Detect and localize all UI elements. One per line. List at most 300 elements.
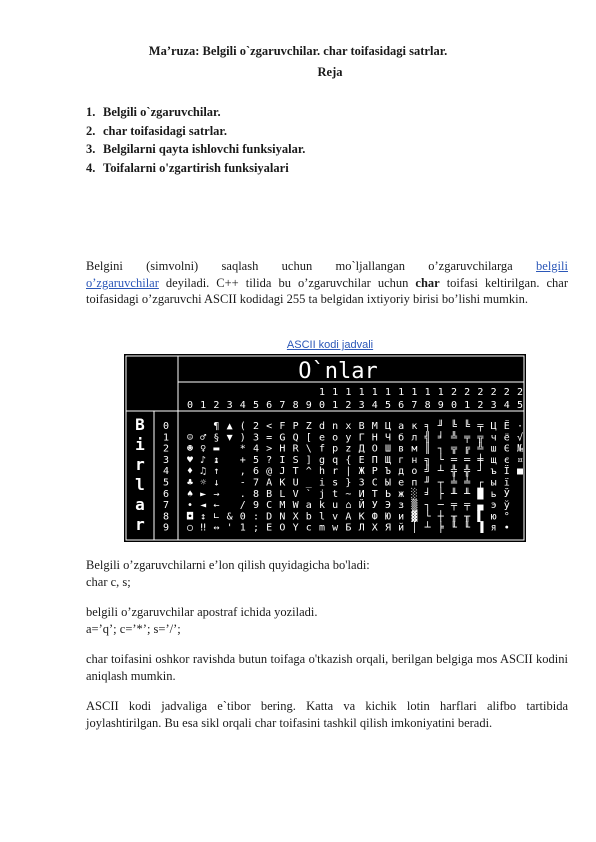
ascii-cell: ` (305, 488, 312, 500)
ascii-cell: б (398, 432, 405, 444)
column-header-tens: 2 (503, 387, 510, 398)
plan-item-number: 2. (86, 123, 96, 138)
ascii-cell: ╩ (477, 443, 484, 455)
ascii-cell: ☺ (186, 432, 194, 444)
ascii-cell: √ (516, 432, 524, 444)
row-label: 3 (162, 454, 170, 466)
column-header-units: 5 (252, 400, 260, 411)
side-label-letter: B (135, 415, 145, 434)
ascii-cell: k (318, 500, 326, 512)
assignment-text: belgili o’zgaruvchilar apostraf ichida yoziladi. (86, 605, 318, 619)
ascii-cell: г (398, 454, 405, 466)
ascii-cell: W (292, 500, 299, 512)
ascii-cell: ? (266, 454, 273, 466)
ascii-note-paragraph: ASCII kodi jadvaliga e`tibor bering. Katta va kichik lotin harflari alifbo tartibida joylashtirilgan. Bu esa sikl orqali char toifasini tashkil qilish imkoniyatini beradi. (86, 699, 568, 730)
ascii-cell: ч (490, 432, 497, 444)
ascii-cell: 3 (252, 432, 260, 444)
column-header-tens: 2 (450, 387, 458, 398)
column-header-units: 4 (239, 400, 246, 411)
ascii-cell: o (332, 432, 339, 444)
ascii-cell: § (213, 432, 220, 444)
column-header-units: 2 (213, 400, 220, 411)
ascii-cell: ← (213, 500, 220, 512)
plan-item (86, 103, 305, 122)
ascii-cell: л (411, 432, 418, 444)
ascii-cell: ♀ (200, 443, 207, 455)
ascii-cell: l (318, 511, 326, 523)
ascii-cell: ь (490, 488, 497, 500)
ascii-cell: m (318, 522, 326, 534)
row-label: 1 (162, 432, 170, 444)
ascii-cell: w (332, 522, 339, 534)
ascii-table-graphic (124, 354, 526, 542)
plan-item-text: Belgili o`zgaruvchilar. (103, 105, 221, 119)
ascii-cell: ╝ (424, 466, 431, 478)
ascii-cell: ∙ (503, 522, 510, 534)
ascii-cell: Y (292, 522, 299, 534)
ascii-cell: ▓ (411, 511, 418, 523)
ascii-cell: N (279, 511, 286, 523)
ascii-cell: э (490, 500, 497, 512)
ascii-cell: щ (490, 454, 497, 466)
ascii-cell: У (371, 500, 378, 512)
column-header-units: 3 (490, 400, 497, 411)
ascii-cell: п (411, 477, 418, 489)
ascii-cell: к (411, 421, 418, 432)
column-header-tens: 2 (477, 387, 484, 398)
column-header-tens: 2 (490, 387, 497, 398)
ascii-cell: Ь (384, 488, 392, 500)
char-keyword: char (415, 275, 440, 290)
ascii-cell: g (318, 454, 326, 466)
column-header-units: 5 (516, 400, 524, 411)
ascii-cell: ' (226, 522, 233, 534)
ascii-cell: 9 (252, 500, 260, 512)
ascii-cell: Ё (503, 421, 510, 432)
ascii-cell: ☻ (186, 443, 194, 455)
ascii-cell: ⌂ (345, 500, 352, 512)
ascii-cell: C (266, 500, 273, 512)
ascii-cell: c (305, 522, 312, 534)
ascii-cell: j (318, 488, 326, 500)
ascii-cell: и (398, 511, 405, 523)
ascii-cell: ♦ (186, 466, 194, 478)
column-header-units: 7 (411, 400, 418, 411)
ascii-cell: Л (358, 522, 365, 534)
ascii-cell: Е (358, 454, 365, 466)
ascii-cell: Х (371, 522, 378, 534)
column-header-tens: 1 (318, 387, 326, 398)
ascii-cell: ◘ (186, 511, 194, 523)
ascii-cell: ╬ (450, 466, 458, 478)
ascii-cell: ▬ (213, 443, 220, 455)
ascii-cell: s (332, 477, 339, 489)
ascii-cell: ╧ (464, 477, 471, 489)
ascii-cell: F (279, 421, 286, 432)
ascii-cell: → (213, 488, 220, 500)
declaration-text: Belgili o’zgaruvchilarni e’lon qilish quyidagicha bo'ladi: (86, 558, 370, 572)
ascii-cell: ъ (490, 466, 497, 478)
ascii-cell: ┘ (477, 466, 484, 478)
ascii-cell: в (398, 443, 405, 455)
ascii-cell: Ї (503, 466, 510, 478)
ascii-cell: n (332, 421, 339, 432)
ascii-cell: ╤ (464, 432, 471, 444)
ascii-cell: 8 (252, 488, 260, 500)
ascii-cell: Ш (384, 443, 392, 455)
column-header-tens: 2 (464, 387, 471, 398)
ascii-cell: ♥ (186, 454, 194, 466)
ascii-cell: ♪ (200, 454, 207, 466)
ascii-cell: ∟ (213, 511, 220, 523)
ascii-cell: ↓ (213, 477, 220, 489)
row-label: 2 (162, 443, 170, 455)
column-header-tens: 1 (358, 387, 365, 398)
ascii-cell: █ (477, 488, 484, 500)
plan-item-number: 1. (86, 105, 96, 119)
ascii-cell: Ц (490, 421, 497, 432)
ascii-cell: 2 (252, 421, 260, 432)
ascii-cell: ═ (464, 454, 471, 466)
ascii-cell: G (279, 432, 286, 444)
ascii-cell: T (292, 466, 299, 478)
ascii-cell: н (411, 454, 418, 466)
plan-item-text: Toifalarni o'zgartirish funksiyalari (103, 160, 289, 175)
ascii-cell: > (266, 443, 273, 455)
row-label: 0 (162, 421, 170, 432)
column-header-tens: 1 (345, 387, 352, 398)
column-header-units: 0 (318, 400, 326, 411)
ascii-cell: ↕ (200, 511, 207, 523)
ascii-table-image (124, 354, 526, 542)
page-title: Ma’ruza: Belgili o`zgaruvchilar. char toifasidagi satrlar. (148, 44, 448, 58)
ascii-cell: ╤ (477, 421, 484, 432)
ascii-cell: ☼ (200, 477, 207, 489)
column-header-units: 2 (477, 400, 484, 411)
plan-heading: Reja (317, 65, 343, 79)
ascii-cell: ^ (305, 466, 312, 478)
ascii-cell: E (266, 522, 273, 534)
ascii-cell: И (358, 488, 365, 500)
ascii-cell: М (371, 421, 378, 432)
ascii-cell: ╛ (437, 432, 444, 444)
intro-word: uchun (281, 259, 313, 273)
column-header-units: 8 (292, 400, 299, 411)
intro-text-rest: toifasi keltirilgan. char toifasidagi o’zgaruvchi ASCII kodidagi 255 ta belgidan ixtiyoriy birisi bo’lishi mumkin. (86, 275, 568, 306)
ascii-cell: Q (292, 432, 299, 444)
declaration-code: char c, s; (86, 574, 131, 589)
ascii-cell: Щ (384, 454, 392, 466)
ascii-cell: ┐ (437, 443, 444, 455)
ascii-cell: м (411, 443, 418, 455)
plan-item-text: char toifasidagi satrlar. (103, 123, 227, 138)
ascii-cell: X (292, 511, 299, 523)
column-header-units: 1 (464, 400, 471, 411)
declaration-block (86, 557, 370, 590)
ascii-cell: \ (305, 443, 312, 455)
plan-item-number: 3. (86, 142, 96, 156)
ascii-cell: ╦ (450, 443, 458, 455)
column-header-units: 6 (398, 400, 405, 411)
ascii-cell: 1 (239, 522, 246, 534)
column-header-units: 4 (371, 400, 378, 411)
ascii-cell: О (371, 443, 378, 455)
column-header-units: 3 (226, 400, 233, 411)
ascii-cell: Т (371, 488, 378, 500)
column-header-units: 2 (345, 400, 352, 411)
column-header-units: 9 (437, 400, 444, 411)
column-header-tens: 1 (411, 387, 418, 398)
column-header-units: 6 (266, 400, 273, 411)
ascii-cell: ╞ (437, 522, 444, 534)
ascii-cell: ╧ (450, 477, 458, 489)
ascii-cell: ~ (345, 488, 352, 500)
column-header-units: 0 (186, 400, 194, 411)
belgili-link[interactable]: belgili (536, 259, 568, 273)
ascii-cell: ╚ (464, 421, 471, 432)
ascii-cell: й (398, 522, 405, 534)
ascii-cell: M (279, 500, 286, 512)
ascii-cell: з (398, 500, 405, 512)
ascii-cell: V (292, 488, 299, 500)
ascii-cell: ╦ (477, 432, 484, 444)
ascii-cell: є (503, 454, 510, 466)
plan-item-text: Belgilarni qayta ishlovchi funksiyalar. (103, 142, 306, 156)
ascii-cell: ║ (424, 443, 431, 455)
column-header-tens: 1 (398, 387, 405, 398)
ascii-cell: • (186, 500, 194, 512)
ascii-cell: ┌ (477, 477, 484, 489)
row-label: 4 (162, 466, 170, 478)
ascii-cell: Н (371, 432, 378, 444)
ascii-cell: Ў (503, 488, 510, 500)
ascii-cell: 5 (252, 454, 260, 466)
column-header-tens: 1 (424, 387, 431, 398)
ascii-cell: ╤ (464, 500, 471, 512)
ascii-cell: Б (345, 522, 352, 534)
ascii-cell: 4 (252, 443, 260, 455)
ascii-cell: ╥ (464, 511, 471, 523)
ascii-cell: Я (384, 522, 392, 534)
ascii-cell: К (358, 511, 365, 523)
ascii-cell: / (239, 500, 246, 512)
ascii-cell: * (239, 443, 246, 455)
row-label: 9 (162, 522, 170, 534)
ascii-cell: q (332, 454, 339, 466)
ascii-cell: ┼ (437, 511, 444, 523)
ascii-cell: Ч (384, 432, 392, 444)
ascii-cell: Ю (384, 511, 392, 523)
intro-paragraph (86, 258, 568, 308)
ascii-cell: ы (490, 477, 497, 489)
side-label-letter: r (135, 515, 145, 534)
plan-list (86, 103, 305, 177)
ascii-cell: ┬ (437, 477, 444, 489)
ascii-cell: ♠ (186, 488, 194, 500)
intro-word: saqlash (221, 259, 259, 273)
ascii-cell: ╚ (450, 421, 458, 432)
row-label: 7 (162, 500, 170, 512)
ascii-cell: ° (503, 511, 510, 523)
ascii-cell: ♫ (200, 466, 207, 478)
ascii-cell: ▌ (477, 511, 484, 523)
intro-word: o’zgaruvchilarga (428, 259, 513, 273)
ascii-cell: ‼ (200, 522, 207, 534)
column-header-units: 7 (279, 400, 286, 411)
ascii-cell: : (252, 511, 260, 523)
ascii-table-caption-link[interactable]: ASCII kodi jadvali (286, 339, 374, 351)
intro-word: mo`ljallangan (335, 259, 405, 273)
ascii-cell: ► (200, 488, 207, 500)
ascii-cell: Ц (384, 421, 392, 432)
ascii-cell: Р (371, 466, 378, 478)
ascii-cell: i (318, 477, 326, 489)
ascii-cell: ◄ (200, 500, 207, 512)
ascii-cell: ( (239, 421, 246, 432)
ascii-cell: x (345, 421, 352, 432)
ascii-cell: ╙ (464, 522, 471, 534)
intro-first-line (86, 258, 568, 275)
ascii-cell: v (332, 511, 339, 523)
ascii-cell: { (345, 454, 352, 466)
ascii-cell: ╨ (464, 488, 471, 500)
ascii-cell: L (279, 488, 286, 500)
ascii-cell: D (266, 511, 273, 523)
column-header-tens: 2 (516, 387, 524, 398)
plan-item (86, 122, 305, 141)
ascii-cell: p (332, 443, 339, 455)
ascii-cell: ■ (516, 466, 524, 478)
ascii-cell: ▒ (411, 500, 418, 512)
plan-item-number: 4. (86, 160, 96, 175)
ascii-cell: h (318, 466, 326, 478)
ascii-cell: ╔ (464, 443, 471, 455)
ascii-cell: P (292, 421, 299, 432)
column-header-units: 5 (384, 400, 392, 411)
ascii-cell: ▲ (226, 421, 233, 432)
ascii-cell: . (239, 488, 246, 500)
ascii-cell: t (332, 488, 339, 500)
ascii-cell: r (332, 466, 339, 478)
ascii-cell: а (398, 421, 405, 432)
ascii-cell: е (398, 477, 405, 489)
ascii-cell: [ (305, 432, 312, 444)
ascii-cell: Э (384, 500, 392, 512)
ascii-cell: ў (503, 500, 510, 512)
ascii-cell: ▼ (226, 432, 233, 444)
ascii-cell: ╨ (450, 488, 458, 500)
ascii-cell: С (371, 477, 378, 489)
ascii-cell: ↑ (213, 466, 220, 478)
row-label: 8 (162, 511, 170, 523)
ascii-cell: R (292, 443, 299, 455)
ascii-cell: | (345, 466, 352, 478)
ascii-cell: ж (398, 488, 405, 500)
ascii-cell: ├ (437, 488, 444, 500)
column-header-units: 0 (450, 400, 458, 411)
ascii-cell: П (371, 454, 378, 466)
cast-paragraph: char toifasini oshkor ravishda butun toifaga o'tkazish orqali, berilgan belgiga mos ASCII kodini aniqlash mumkin. (86, 652, 568, 683)
ascii-cell: · (516, 421, 524, 432)
ascii-cell: ♂ (200, 432, 207, 444)
ascii-cell: А (345, 511, 352, 523)
side-label-letter: i (135, 435, 145, 454)
side-label-letter: a (135, 495, 145, 514)
ozgaruvchilar-link[interactable]: o’zgaruvchilar (86, 275, 159, 290)
ascii-cell: ░ (411, 488, 418, 500)
ascii-cell: @ (266, 466, 273, 478)
ascii-cell: H (279, 443, 286, 455)
ascii-cell: Г (358, 432, 365, 444)
column-header-tens: 1 (384, 387, 392, 398)
column-header-units: 3 (358, 400, 365, 411)
ascii-cell: № (516, 443, 524, 455)
ascii-cell: e (318, 432, 326, 444)
ascii-cell: З (358, 477, 365, 489)
ascii-cell: d (318, 421, 326, 432)
ascii-cell: ═ (450, 454, 458, 466)
ascii-cell: ╗ (424, 454, 431, 466)
ascii-cell: ] (305, 454, 312, 466)
ascii-cell: = (266, 432, 273, 444)
ascii-cell: + (239, 454, 246, 466)
ascii-cell: K (279, 477, 286, 489)
assignment-block (86, 604, 318, 637)
ascii-cell: Ф (371, 511, 378, 523)
ascii-cell: ё (503, 432, 510, 444)
ascii-cell: ─ (437, 500, 444, 512)
ascii-cell: U (292, 477, 299, 489)
ascii-cell: ┴ (424, 522, 431, 534)
ascii-cell: ▐ (477, 522, 484, 534)
ascii-cell: z (345, 443, 352, 455)
ascii-cell: _ (305, 477, 312, 489)
ascii-cell: ) (239, 432, 246, 444)
ascii-cell: ╥ (450, 511, 458, 523)
ascii-cell: Ы (384, 477, 392, 489)
ascii-cell: ; (252, 522, 260, 534)
ascii-cell: ¶ (213, 421, 220, 432)
ascii-cell: Й (358, 500, 365, 512)
ascii-cell: └ (424, 511, 431, 523)
ascii-cell: 7 (252, 477, 260, 489)
ascii-cell: ╣ (424, 432, 431, 444)
ascii-cell: ╜ (437, 421, 444, 432)
ascii-cell: S (292, 454, 299, 466)
ascii-cell: b (305, 511, 312, 523)
ascii-cell: ю (490, 511, 497, 523)
ascii-cell: ╕ (424, 421, 431, 432)
ascii-cell: ┴ (437, 466, 444, 478)
ascii-cell: I (279, 454, 286, 466)
ascii-cell: u (332, 500, 339, 512)
ascii-cell: B (266, 488, 273, 500)
ascii-cell: ↔ (213, 522, 220, 534)
intro-rest (86, 275, 568, 308)
ascii-cell: Д (358, 443, 365, 455)
column-header-tens: 1 (371, 387, 378, 398)
ascii-cell: ╙ (450, 522, 458, 534)
ascii-cell: ┐ (424, 500, 431, 512)
ascii-cell: ї (503, 477, 510, 489)
ascii-cell: д (398, 466, 405, 478)
assignment-code: a=’q’; c=’*’; s=’/’; (86, 621, 181, 636)
ascii-cell: В (358, 421, 365, 432)
ascii-cell: ▄ (477, 500, 484, 512)
column-header-tens: 1 (437, 387, 444, 398)
ascii-cell: , (239, 466, 246, 478)
ascii-cell: Ж (358, 466, 365, 478)
